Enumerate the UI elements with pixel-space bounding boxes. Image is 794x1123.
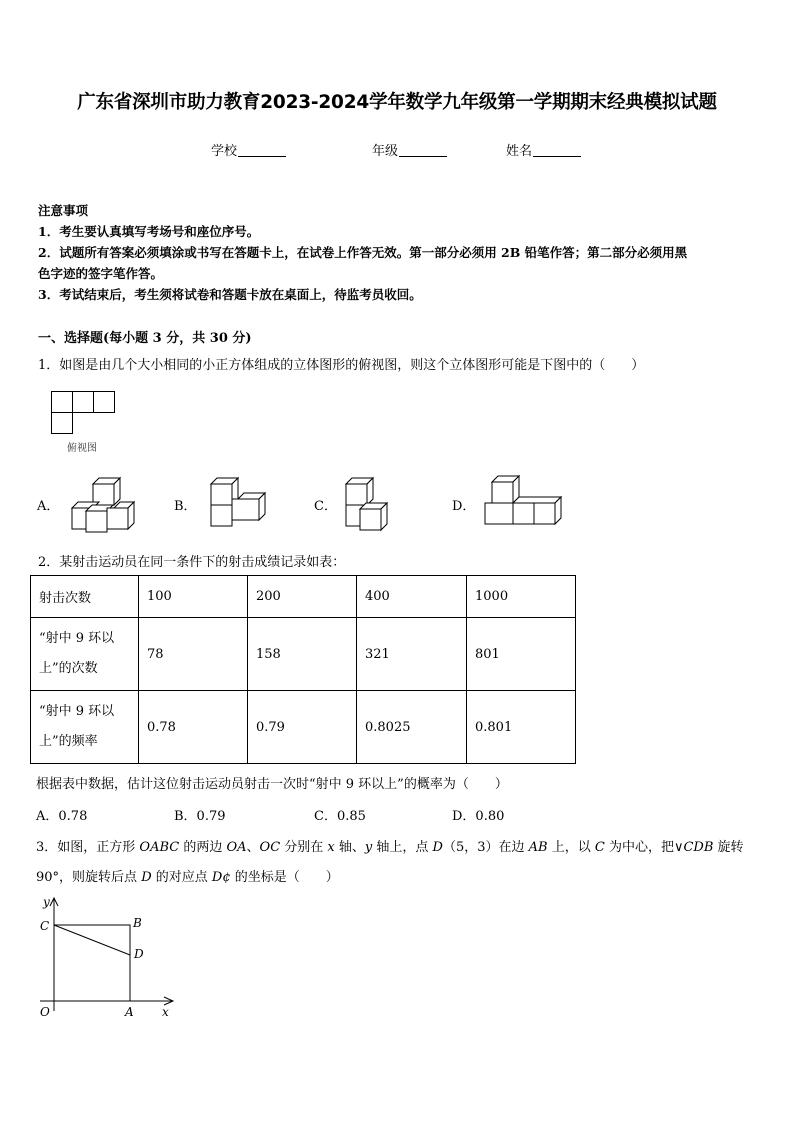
text-run: 上，以	[547, 840, 595, 855]
q1-option-b[interactable]: B．	[174, 499, 197, 514]
row-label-line: “射中 9 环以	[39, 704, 115, 719]
row-label-line: 上”的次数	[39, 661, 98, 676]
note-item: 2．试题所有答案必须填涂或书写在答题卡上，在试卷上作答无效。第一部分必须用 2B 铅笔作答；第二部分必须用黑	[38, 245, 688, 260]
table-row-header	[31, 618, 139, 691]
text-run: 旋转	[713, 840, 744, 855]
name-field[interactable]	[506, 140, 581, 159]
notes-block	[38, 200, 687, 305]
q3-stem-line1	[36, 836, 744, 855]
math-var: D	[432, 840, 443, 855]
coordinate-figure	[30, 893, 190, 1023]
math-var: C	[594, 840, 605, 855]
q3-stem-line2	[36, 866, 339, 885]
q1-option-c[interactable]: C．	[314, 499, 337, 514]
math-var: D¢	[211, 870, 231, 885]
label-x: x	[162, 1005, 169, 1019]
math-var: x	[327, 840, 335, 855]
note-item: 色字迹的签字笔作答。	[38, 266, 164, 281]
q2-option-d[interactable]: D．0.80	[452, 809, 505, 824]
exam-title: 广东省深圳市助力教育2023-2024学年数学九年级第一学期期末经典模拟试题	[77, 92, 717, 113]
q1-stem: 1．如图是由几个大小相同的小正方体组成的立体图形的俯视图，则这个立体图形可能是下图中的（ ）	[38, 358, 645, 373]
table-cell: 0.79	[248, 691, 357, 764]
table-cell: 400	[357, 576, 467, 618]
text-run: 、	[246, 840, 260, 855]
text-run: 分别在	[280, 840, 328, 855]
name-blank[interactable]	[533, 143, 581, 157]
name-label: 姓名	[506, 144, 533, 159]
option-a-cubes-figure	[68, 476, 136, 534]
text-run: 轴上，点	[372, 840, 433, 855]
math-var: AB	[528, 840, 548, 855]
school-blank[interactable]	[238, 143, 286, 157]
table-cell: 801	[467, 618, 576, 691]
math-var: CDB	[683, 840, 714, 855]
math-var: OC	[259, 840, 281, 855]
q1-option-a[interactable]: A．	[37, 499, 60, 514]
text-run: 的坐标是（ ）	[230, 870, 339, 885]
label-b: B	[133, 916, 142, 930]
q1-option-d[interactable]: D．	[452, 499, 476, 514]
notes-heading: 注意事项	[38, 203, 89, 218]
school-field[interactable]	[211, 140, 286, 159]
q2-option-b[interactable]: B．0.79	[174, 809, 226, 824]
table-row	[31, 691, 576, 764]
q2-option-c[interactable]: C．0.85	[314, 809, 366, 824]
grade-blank[interactable]	[399, 143, 447, 157]
table-cell: 78	[139, 618, 248, 691]
table-row	[31, 618, 576, 691]
table-cell: 射击次数	[31, 576, 139, 618]
table-cell: 200	[248, 576, 357, 618]
top-view-caption: 俯视图	[67, 443, 97, 454]
grade-field[interactable]	[372, 140, 447, 159]
segment-cd	[54, 925, 130, 955]
table-row	[31, 576, 576, 618]
label-a: A	[125, 1005, 134, 1019]
table-cell: 100	[139, 576, 248, 618]
q2-stem: 2．某射击运动员在同一条件下的射击成绩记录如表：	[38, 555, 346, 570]
row-label-line: 上”的频率	[39, 734, 98, 749]
label-o: O	[40, 1005, 50, 1019]
text-run: 为中心，把∨	[604, 840, 684, 855]
table-cell: 158	[248, 618, 357, 691]
text-run: 90°，则旋转后点	[36, 870, 142, 885]
grade-label: 年级	[372, 144, 399, 159]
text-run: 轴、	[334, 840, 365, 855]
math-var: D	[141, 870, 152, 885]
row-label-line: “射中 9 环以	[39, 631, 115, 646]
label-d: D	[134, 947, 144, 961]
score-table	[30, 575, 576, 764]
q2-option-a[interactable]: A．0.78	[36, 809, 88, 824]
text-run: 3．如图，正方形	[36, 840, 140, 855]
table-cell: 321	[357, 618, 467, 691]
table-cell: 0.801	[467, 691, 576, 764]
section-heading: 一、选择题(每小题 3 分，共 30 分)	[38, 331, 252, 346]
square-oabc	[54, 925, 130, 1001]
text-run: （5，3）在边	[442, 840, 529, 855]
label-c: C	[40, 919, 50, 933]
math-var: OABC	[139, 840, 180, 855]
note-item: 1．考生要认真填写考场号和座位序号。	[38, 224, 260, 239]
text-run: 的对应点	[151, 870, 212, 885]
option-c-cubes-figure	[342, 476, 410, 534]
top-view-figure	[50, 390, 120, 434]
option-d-cubes-figure	[482, 474, 568, 534]
option-b-cubes-figure	[205, 476, 273, 534]
table-row-header	[31, 691, 139, 764]
math-var: y	[364, 840, 373, 855]
table-cell: 0.8025	[357, 691, 467, 764]
table-cell: 0.78	[139, 691, 248, 764]
note-item: 3．考试结束后，考生须将试卷和答题卡放在桌面上，待监考员收回。	[38, 287, 422, 302]
table-cell: 1000	[467, 576, 576, 618]
q2-question: 根据表中数据，估计这位射击运动员射击一次时“射中 9 环以上”的概率为（ ）	[36, 777, 508, 792]
school-label: 学校	[211, 144, 238, 159]
text-run: 的两边	[179, 840, 227, 855]
label-y: y	[43, 895, 50, 909]
math-var: OA	[226, 840, 247, 855]
